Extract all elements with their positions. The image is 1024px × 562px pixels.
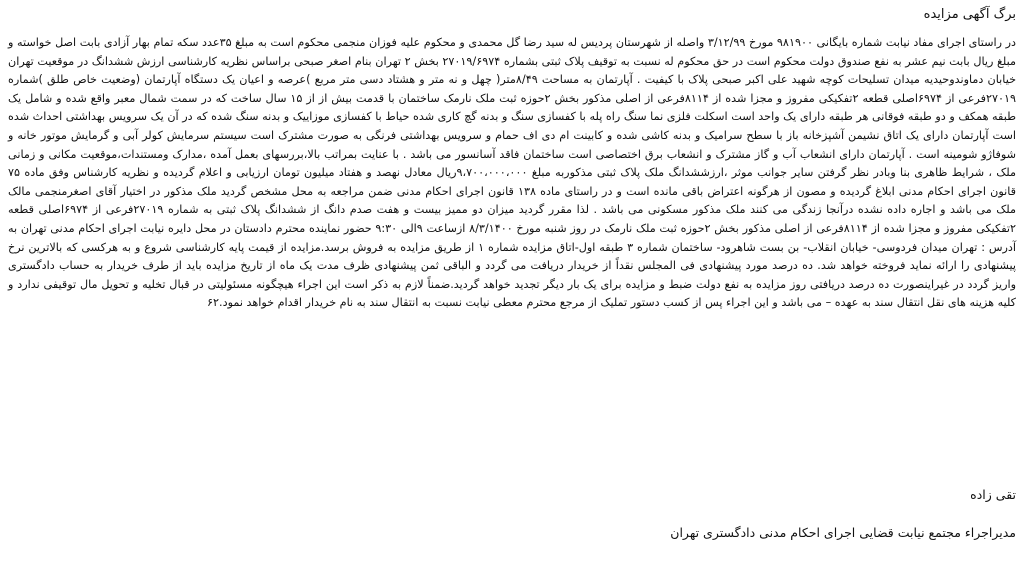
signer-name: تقی زاده xyxy=(970,487,1016,502)
notice-title: برگ آگهی مزایده xyxy=(923,7,1016,22)
signer-title: مدیراجراء مجتمع نیابت قضایی اجرای احکام مدنی دادگستری تهران xyxy=(670,525,1016,540)
notice-body: در راستای اجرای مفاد نیابت شماره بایگانی ۹۸۱۹۰۰ مورخ ۳/۱۲/۹۹ واصله از شهرستان پردیس له سید رضا گل محمدی و محکوم علیه فوزان منجمی محکوم است به مبلغ ۳۵عدد سکه تمام بهار آزادی بابت اصل خواسته و مبلغ ریال بابت نیم عشر به نفع صندوق دولت محکوم است در حق محکوم له نسبت به توقیف پلاک ثبتی بشماره ۲۷۰۱۹/۶۹۷۴ بخش ۲ تهران بنام اصغر صبحی براساس نظریه کارشناسی ارزش ششدانگ در موقعیت تهران خیابان دماوندوحیدیه میدان تسلیحات کوچه شهید علی اکبر صبحی پلاک با کیفیت . آپارتمان به مساحت ۸/۴۹متر( چهل و نه متر و هشتاد دسی متر مربع )عرصه و اعیان یک دستگاه آپارتمان (وضعیت خاص طلق )شماره ۲۷۰۱۹فرعی از ۶۹۷۴اصلی قطعه ۲تفکیکی مفروز و مجزا شده از ۸۱۱۴فرعی از اصلی مذکور بخش ۲حوزه ثبت ملک نارمک ساختمان با قدمت بیش از از ۱۵ سال ساخت که در سمت شمال معبر واقع شده و شامل یک طبقه همکف و دو طبقه فوقانی هر طبقه دارای یک واحد است اسکلت فلزی نما سنگ راه پله با کفسازی سنگ و بدنه گچ کاری شده حیاط با کفسازی موزاییک و بدنه سنگ شده که در آن یک سرویس بهداشتی احداث شده است آپارتمان دارای یک اتاق نشیمن آشپزخانه باز با سطح سرامیک و بدنه کاشی شده و کابینت ام دی اف حمام و سرویس بهداشتی فرنگی به صورت مشترک است سیستم سرمایش کولر آبی و گرمایش موتور خانه و شوفاژو شومینه است . آپارتمان دارای انشعاب آب و گاز مشترک و انشعاب برق اختصاصی است ساختمان فاقد آسانسور می باشد . با عنایت بمراتب بالا،بررسهای بعمل آمده ،مدارک ومستندات،موقعیت مکانی و زمانی ملک ، شرایط ظاهری بنا وبادر نظر گرفتن سایر جوانب موثر ،ارزششدانگ ملک پلاک ثبتی مذکوربه مبلغ ۹،۷۰۰،۰۰۰،۰۰۰ریال معادل نهصد و هفتاد میلیون تومان ارزیابی و اعلام گردیده و نظریه کارشناس وفق ماده ۷۵ قانون اجرای احکام مدنی ابلاغ گردیده و مصون از هرگونه اعتراض باقی مانده است و در راستای ماده ۱۳۸ قانون اجرای احکام مدنی ضمن مراجعه به محل مشخص گردید ملک مذکور در اختیار آقای اصغرمنجمی مالک ملک می باشد و اجاره داده نشده درآنجا زندگی می کنند ملک مذکور مسکونی می باشد . لذا مقرر گردید میزان دو ممیز بیست و هفت صدم دانگ از ششدانگ پلاک ثبتی به شماره ۲۷۰۱۹فرعی از ۶۹۷۴اصلی قطعه ۲تفکیکی مفروز و مجزا شده از ۸۱۱۴فرعی از اصلی مذکور بخش ۲حوزه ثبت ملک نارمک در روز شنبه مورخ ۸/۳/۱۴۰۰ ازساعت ۹الی ۹:۳۰ حضور نماینده محترم دادستان در محل دایره نیابت اجرای احکام مدنی تهران به آدرس : تهران میدان فردوسی- خیابان انقلاب- بن بست شاهرود- ساختمان شماره ۳ طبقه اول-اتاق مزایده شماره ۱ از طریق مزایده به فروش برسد.مزایده از قیمت پایه کارشناسی شروع و به هرکسی که بالاترین نرخ پیشنهادی را ارائه نماید فروخته خواهد شد. ده درصد مورد پیشنهادی فی المجلس نقداً از خریدار دریافت می گردد و الباقی ثمن پیشنهادی ظرف مدت یک ماه از تاریخ مزایده باید از طرف خریدار به حساب دادگستری واریز گردد در غیراینصورت ده درصد دریافتی روز مزایده به نفع دولت ضبط و مزایده برای یک بار دیگر تجدید خواهد گردید.ضمناً لازم به ذکر است این اجراء هیچگونه مسئولیتی در قبال تخلیه و تحویل مال توقیفی ندارد و کلیه هزینه های نقل انتقال سند به عهده – می باشد و این اجراء پس از کسب دستور تملیک از مرجع محترم معطی نیابت نسبت به انتقال سند به نام خریدار اقدام خواهد نمود.۶۲ xyxy=(8,36,1017,310)
